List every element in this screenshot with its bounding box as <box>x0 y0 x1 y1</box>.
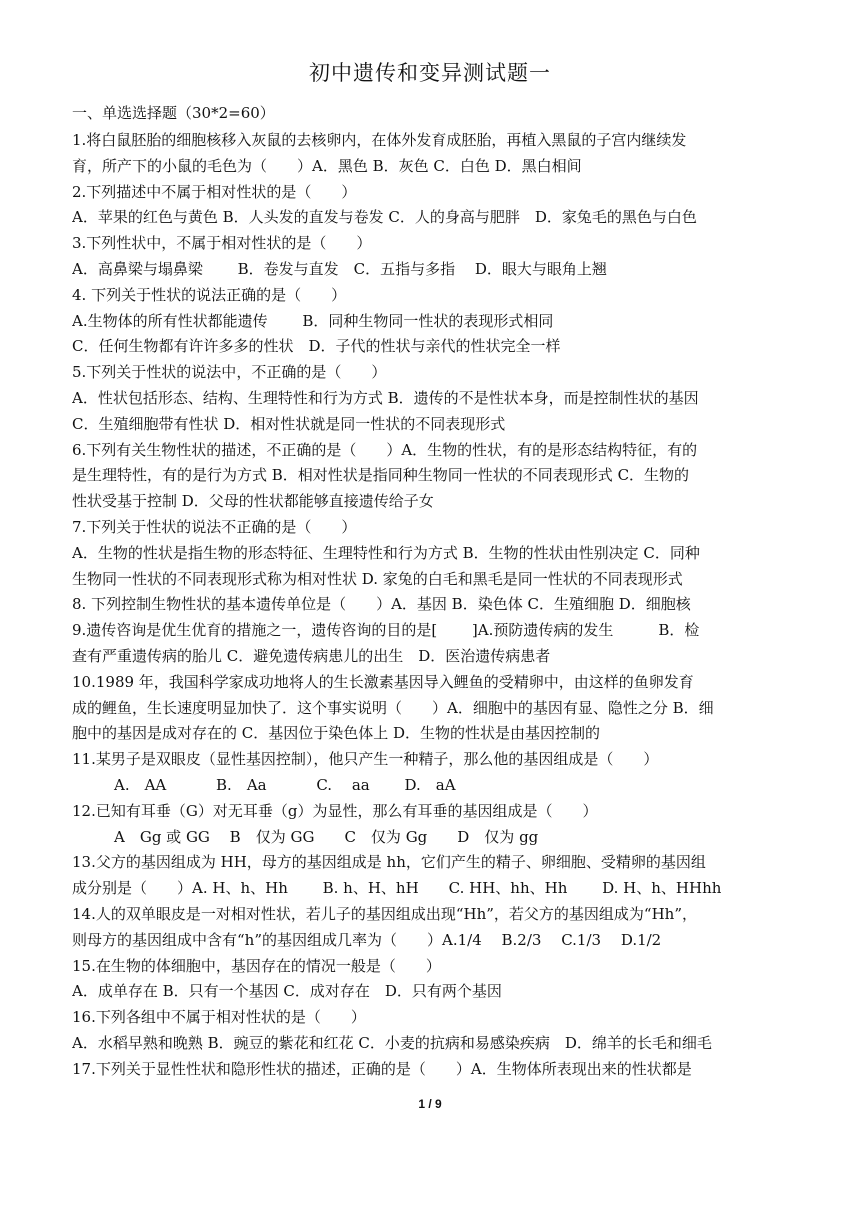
question-line: A．性状包括形态、结构、生理特性和行为方式 B．遗传的不是性状本身，而是控制性状的基因 <box>72 388 699 407</box>
question-line: 成的鲤鱼，生长速度明显加快了．这个事实说明（ ）A．细胞中的基因有显、隐性之分 B．细 <box>72 698 714 717</box>
question-line: 性状受基于控制 D．父母的性状都能够直接遗传给子女 <box>72 492 434 511</box>
question-line: 11.某男子是双眼皮（显性基因控制），他只产生一种精子，那么他的基因组成是（ ） <box>72 750 659 769</box>
question-line: C．生殖细胞带有性状 D．相对性状就是同一性状的不同表现形式 <box>72 414 506 433</box>
question-line: 10.1989 年，我国科学家成功地将人的生长激素基因导入鲤鱼的受精卵中，由这样的鱼卵发育 <box>72 672 694 691</box>
answer-options: A Gg 或 GG B 仅为 GG C 仅为 Gg D 仅为 gg <box>114 827 539 846</box>
question-line: 13.父方的基因组成为 HH，母方的基因组成是 hh，它们产生的精子、卵细胞、受精卵的基因组 <box>72 853 706 872</box>
question-line: A．高鼻梁与塌鼻梁 B．卷发与直发 C．五指与多指 D．眼大与眼角上翘 <box>72 259 607 278</box>
question-line: 9.遗传咨询是优生优育的措施之一，遗传咨询的目的是[ ]A.预防遗传病的发生 B．检 <box>72 621 700 640</box>
question-line: 胞中的基因是成对存在的 C．基因位于染色体上 D．生物的性状是由基因控制的 <box>72 724 601 743</box>
question-line: A．水稻早熟和晚熟 B．豌豆的紫花和红花 C．小麦的抗病和易感染疾病 D．绵羊的长毛和细毛 <box>72 1033 712 1052</box>
question-line: A．生物的性状是指生物的形态特征、生理特性和行为方式 B．生物的性状由性别决定 C．同种 <box>72 543 700 562</box>
question-line: 3.下列性状中，不属于相对性状的是（ ） <box>72 234 372 253</box>
question-line: 12.已知有耳垂（G）对无耳垂（g）为显性，那么有耳垂的基因组成是（ ） <box>72 801 598 820</box>
question-line: 14.人的双单眼皮是一对相对性状，若儿子的基因组成出现“Hh”，若父方的基因组成为“Hh”， <box>72 904 698 923</box>
document-title: 初中遗传和变异测试题一 <box>309 61 551 85</box>
answer-options: A. AA B. Aa C. aa D. aA <box>114 775 456 794</box>
question-line: 是生理特性，有的是行为方式 B．相对性状是指同种生物同一性状的不同表现形式 C．生物的 <box>72 466 690 485</box>
question-line: 成分别是（ ）A. H、h、Hh B. h、H、hH C. HH、hh、Hh D. H、h、HHhh <box>72 879 722 898</box>
question-line: 8. 下列控制生物性状的基本遗传单位是（ ）A．基因 B．染色体 C．生殖细胞 D．细胞核 <box>72 595 691 614</box>
question-line: 1.将白鼠胚胎的细胞核移入灰鼠的去核卵内，在体外发育成胚胎，再植入黑鼠的子宫内继续发 <box>72 131 687 149</box>
question-line: 17.下列关于显性性状和隐形性状的描述，正确的是（ ）A．生物体所表现出来的性状都是 <box>72 1059 692 1078</box>
question-line: 5.下列关于性状的说法中，不正确的是（ ） <box>72 363 387 382</box>
question-line: 16.下列各组中不属于相对性状的是（ ） <box>72 1008 366 1027</box>
question-line: 生物同一性状的不同表现形式称为相对性状 D. 家兔的白毛和黑毛是同一性状的不同表现形式 <box>72 569 683 588</box>
question-line: A.生物体的所有性状都能遗传 B．同种生物同一性状的表现形式相同 <box>72 311 554 330</box>
section-heading: 一、单选选择题（30*2=60） <box>72 104 275 122</box>
question-line: 2.下列描述中不属于相对性状的是（ ） <box>72 182 357 201</box>
question-line: C．任何生物都有许许多多的性状 D．子代的性状与亲代的性状完全一样 <box>72 337 561 356</box>
question-line: 查有严重遗传病的胎儿 C．避免遗传病患儿的出生 D．医治遗传病患者 <box>72 646 551 665</box>
question-line: 6.下列有关生物性状的描述，不正确的是（ ）A．生物的性状，有的是形态结构特征，有的 <box>72 440 698 459</box>
question-line: A．苹果的红色与黄色 B．人头发的直发与卷发 C．人的身高与肥胖 D．家兔毛的黑色与白色 <box>72 208 697 227</box>
question-line: 育，所产下的小鼠的毛色为（ ）A．黑色 B．灰色 C．白色 D．黑白相间 <box>72 156 582 175</box>
question-list <box>72 100 794 1082</box>
question-line: 7.下列关于性状的说法不正确的是（ ） <box>72 517 357 536</box>
question-line: 15.在生物的体细胞中，基因存在的情况一般是（ ） <box>72 956 441 975</box>
question-line: A．成单存在 B．只有一个基因 C．成对存在 D．只有两个基因 <box>72 982 502 1001</box>
page-number: 1 / 9 <box>418 1097 442 1111</box>
question-line: 4. 下列关于性状的说法正确的是（ ） <box>72 285 347 304</box>
question-line: 则母方的基因组成中含有“h”的基因组成几率为（ ）A.1/4 B.2/3 C.1/3 D.1/2 <box>72 930 662 949</box>
